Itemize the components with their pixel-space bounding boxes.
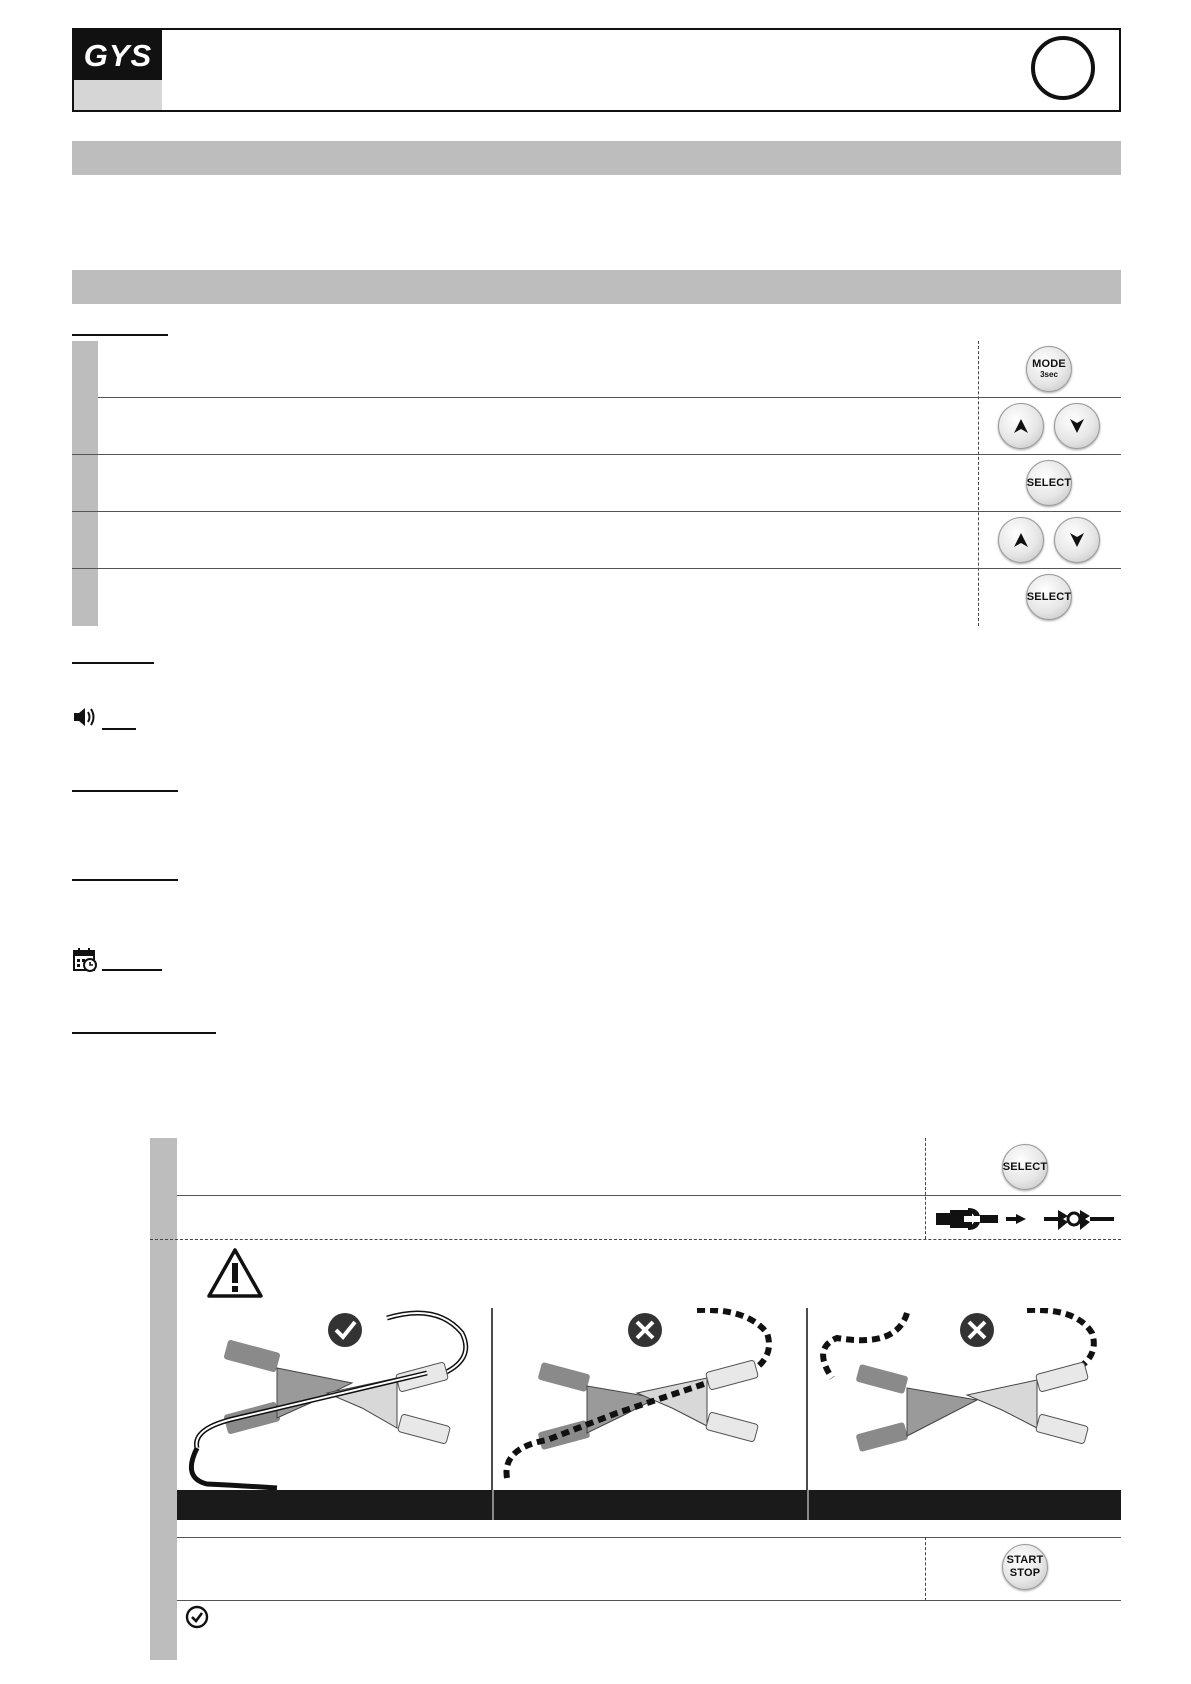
select-button-label: SELECT bbox=[1026, 590, 1072, 603]
arrow-up-icon bbox=[1012, 417, 1030, 435]
correct-clamp-illustration bbox=[191, 1313, 465, 1488]
select-button-label: SELECT bbox=[1026, 476, 1072, 489]
gys-logo bbox=[74, 30, 162, 110]
clamp-swap-icon bbox=[934, 1202, 1116, 1241]
illustration-caption-bar bbox=[177, 1490, 1121, 1520]
step-row-2-4 bbox=[177, 1537, 1121, 1601]
mode-button-sublabel: 3sec bbox=[1040, 370, 1058, 379]
step-row-4 bbox=[72, 512, 1121, 569]
heading-underline-4 bbox=[72, 790, 178, 792]
heading-underline-2 bbox=[72, 662, 154, 664]
arrow-down-icon bbox=[1068, 531, 1086, 549]
select-button-3[interactable] bbox=[1002, 1144, 1048, 1190]
arrow-down-icon bbox=[1068, 417, 1086, 435]
stop-label: STOP bbox=[1009, 1567, 1041, 1579]
down-arrow-button-2[interactable] bbox=[1054, 517, 1100, 563]
speaker-icon bbox=[72, 706, 98, 733]
heading-underline-7 bbox=[72, 1032, 216, 1034]
mode-button-label: MODE bbox=[1032, 358, 1066, 370]
table-divider-2b bbox=[925, 1537, 926, 1601]
wrong-clamp-illustration-1 bbox=[507, 1310, 770, 1478]
down-arrow-button[interactable] bbox=[1054, 403, 1100, 449]
calendar-clock-icon bbox=[72, 947, 98, 978]
logo-text: GYS bbox=[74, 30, 162, 80]
check-circle-icon bbox=[185, 1605, 209, 1634]
language-circle bbox=[1031, 36, 1095, 100]
heading-underline-1 bbox=[72, 334, 168, 336]
start-stop-button[interactable] bbox=[1002, 1544, 1048, 1590]
select-button-2[interactable] bbox=[1026, 574, 1072, 620]
step-row-2-1 bbox=[177, 1138, 1121, 1196]
step-row-2 bbox=[72, 398, 1121, 455]
table-divider-2a bbox=[925, 1138, 926, 1239]
heading-underline-6 bbox=[102, 969, 162, 971]
section-bar-2 bbox=[72, 270, 1121, 304]
warning-triangle-icon bbox=[206, 1247, 264, 1304]
caption-divider-2 bbox=[807, 1490, 809, 1520]
mode-button[interactable] bbox=[1026, 346, 1072, 392]
section-bar-1 bbox=[72, 141, 1121, 175]
select-button-label: SELECT bbox=[1002, 1160, 1048, 1173]
select-button[interactable] bbox=[1026, 460, 1072, 506]
step-row-3 bbox=[72, 455, 1121, 512]
step-row-1 bbox=[98, 341, 1121, 398]
caption-divider-1 bbox=[492, 1490, 494, 1520]
up-arrow-button-2[interactable] bbox=[998, 517, 1044, 563]
step-strip-2 bbox=[150, 1138, 177, 1660]
heading-underline-5 bbox=[72, 879, 178, 881]
heading-underline-3 bbox=[102, 728, 136, 730]
start-label: START bbox=[1006, 1554, 1044, 1566]
up-arrow-button[interactable] bbox=[998, 403, 1044, 449]
wrong-clamp-illustration-2 bbox=[823, 1310, 1094, 1452]
clamp-illustrations bbox=[177, 1308, 1121, 1490]
document-header bbox=[72, 28, 1121, 112]
arrow-up-icon bbox=[1012, 531, 1030, 549]
